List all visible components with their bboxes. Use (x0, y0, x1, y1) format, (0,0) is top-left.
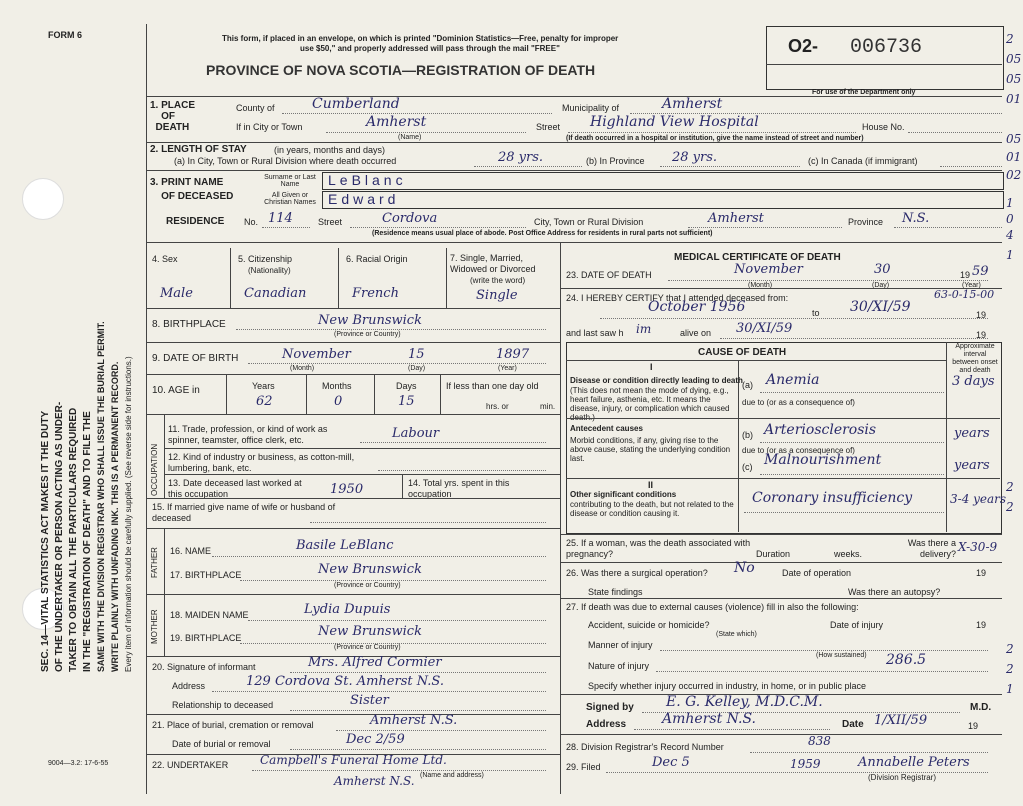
q27-injury-date-yr: 19 (976, 620, 987, 630)
cause-c-interval: years (954, 458, 990, 473)
father-side-label: FATHER (150, 547, 159, 578)
residence-city-value: Amherst (708, 211, 764, 226)
county-label: County of (236, 103, 275, 113)
father-birthplace-sub: (Province or Country) (334, 582, 401, 589)
cause-i-label: I (650, 362, 653, 372)
last-saw-label: and last saw h (566, 328, 624, 338)
cause-c-label: (c) (742, 462, 753, 472)
residence-no-value: 114 (268, 211, 293, 226)
sig-date-label: Date (842, 719, 864, 730)
margin-code-2: 05 (1006, 72, 1022, 86)
cause-b-interval: years (954, 426, 990, 441)
informant-address-label: Address (172, 681, 206, 691)
other-conditions-interval: 3-4 years (950, 492, 1007, 506)
stay-province-label: (b) In Province (586, 156, 645, 166)
dod-day-sub: (Day) (872, 282, 890, 289)
birthplace-sub: (Province or Country) (334, 331, 401, 338)
undertaker-name: Campbell's Funeral Home Ltd. (260, 753, 447, 767)
punch-hole-top (22, 178, 64, 220)
side-instructions-3: TAKER TO OBTAIN ALL THE PARTICULARS REQUIRED (68, 407, 79, 672)
less-than-day-label: If less than one day old (446, 381, 539, 391)
racial-origin-label: 6. Racial Origin (346, 254, 408, 264)
registration-number: 006736 (850, 36, 923, 59)
sig-address-label: Address (586, 719, 627, 730)
margin-code-6: 02 (1006, 168, 1022, 182)
margin-code-15: 1 (1006, 682, 1014, 696)
margin-code-13: 2 (1006, 642, 1014, 656)
q26-date-label: Date of operation (782, 568, 852, 578)
margin-code-8: 0 (1006, 212, 1014, 226)
total-years-label: 14. Total yrs. spent in this occupation (408, 478, 510, 499)
direct-note: (This does not mean the mode of dying, e.g., heart failure, asthenia, etc. It means the disease, injury, or complication which caused death.) (570, 386, 730, 422)
stay-city-label: (a) In City, Town or Rural Division where death occurred (174, 156, 397, 166)
mother-side-label: MOTHER (150, 609, 159, 644)
last-worked-label: 13. Date deceased last worked at this occupation (168, 478, 302, 499)
place-of-death-label: 1. PLACE OF DEATH (150, 100, 196, 133)
sex-label: 4. Sex (152, 254, 178, 264)
mother-maiden-value: Lydia Dupuis (304, 602, 391, 617)
hrs-label: hrs. or (486, 402, 509, 411)
dept-use-note: For use of the Department only (812, 89, 916, 96)
side-instructions-1: SEC. 14—VITAL STATISTICS ACT MAKES IT THE DUTY (40, 410, 51, 672)
registration-prefix: O2- (788, 36, 819, 56)
county-value: Cumberland (312, 96, 400, 112)
antecedent-label: Antecedent causes (570, 424, 643, 433)
attended-to-label: to (812, 308, 820, 318)
q28-label: 28. Division Registrar's Record Number (566, 742, 724, 752)
informant-sig-label: 20. Signature of informant (152, 662, 256, 672)
q25-weeks-label: weeks. (834, 549, 863, 559)
dod-day: 30 (874, 262, 891, 277)
q26-findings-label: State findings (588, 587, 643, 597)
trade-label: 11. Trade, profession, or kind of work as spinner, teamster, office clerk, etc. (168, 424, 328, 445)
length-of-stay-note: (in years, months and days) (274, 145, 386, 155)
informant-relation-value: Sister (350, 693, 389, 708)
other-conditions-note: contributing to the death, but not related to the disease or condition causing it. (570, 500, 734, 518)
dob-day-sub: (Day) (408, 365, 426, 372)
spouse-label: 15. If married give name of wife or husband of deceased (152, 502, 336, 523)
side-instructions-6: WRITE PLAINLY WITH UNFADING INK. THIS IS A PERMANENT RECORD. (110, 361, 120, 672)
margin-code-7: 1 (1006, 196, 1014, 210)
marital-sub: (write the word) (470, 276, 526, 285)
dod-year-sub: (Year) (962, 282, 981, 289)
signed-by-value: E. G. Kelley, M.D.C.M. (666, 694, 823, 710)
institution-note: (If death occurred in a hospital or institution, give the name instead of street and number) (566, 135, 864, 142)
q27-label: 27. If death was due to external causes (violence) fill in also the following: (566, 602, 859, 612)
mother-birthplace-value: New Brunswick (318, 624, 422, 639)
cause-ii-label: II (648, 480, 654, 490)
cause-a-interval: 3 days (952, 374, 995, 389)
citizenship-sub: (Nationality) (248, 266, 291, 275)
residence-label: RESIDENCE (166, 216, 225, 227)
q27-injury-date-label: Date of injury (830, 620, 884, 630)
mother-birthplace-label: 19. BIRTHPLACE (170, 633, 242, 643)
margin-code: 63-0-15-00 (934, 288, 995, 301)
undertaker-sub: (Name and address) (420, 772, 484, 779)
header-note-1: This form, if placed in an envelope, on which is printed "Dominion Statistics—Free, penalty for improper (222, 34, 619, 43)
q25-label: 25. If a woman, was the death associated with pregnancy? (566, 538, 751, 559)
antecedent-note: Morbid conditions, if any, giving rise to the above cause, stating the underlying condition last. (570, 436, 731, 463)
alive-on-value: 30/XI/59 (736, 321, 793, 336)
medical-cert-title: MEDICAL CERTIFICATE OF DEATH (674, 252, 841, 263)
side-instructions-4: IN THE "REGISTRATION OF DEATH" AND TO FILE THE (82, 411, 93, 672)
q26-autopsy-label: Was there an autopsy? (848, 587, 941, 597)
birthplace-label: 8. BIRTHPLACE (152, 319, 226, 330)
dod-month-sub: (Month) (748, 282, 773, 289)
last-worked-value: 1950 (330, 482, 364, 497)
dob-year-sub: (Year) (498, 365, 517, 372)
marital-label: 7. Single, Married, Widowed or Divorced (450, 253, 536, 274)
surname-value: LeBlanc (328, 172, 407, 188)
attended-yr: 19 (976, 310, 987, 320)
street-value: Highland View Hospital (590, 114, 759, 130)
age-months-value: 0 (334, 394, 343, 409)
sig-date-value: 1/XII/59 (874, 713, 928, 728)
residence-street-label: Street (318, 217, 343, 227)
q25-delivery-label: Was there a delivery? (907, 538, 956, 559)
burial-date-label: Date of burial or removal (172, 739, 271, 749)
municipality-value: Amherst (662, 96, 723, 112)
birthplace-value: New Brunswick (318, 313, 422, 328)
q29-date: Dec 5 (652, 755, 690, 770)
stay-city-value: 28 yrs. (498, 150, 544, 165)
q27-accident-label: Accident, suicide or homicide? (588, 620, 710, 630)
undertaker-label: 22. UNDERTAKER (152, 760, 229, 770)
industry-label: 12. Kind of industry or business, as cotton-mill, lumbering, bank, etc. (168, 452, 355, 473)
other-conditions-value: Coronary insufficiency (752, 490, 913, 506)
age-days-value: 15 (398, 394, 415, 409)
residence-province-label: Province (848, 217, 884, 227)
stay-province-value: 28 yrs. (672, 150, 718, 165)
print-code: 9004—3.2: 17-6-55 (48, 760, 109, 767)
residence-province-value: N.S. (902, 211, 930, 226)
alive-on-label: alive on (680, 328, 712, 338)
age-years-label: Years (252, 381, 275, 391)
city-label: If in City or Town (236, 122, 303, 132)
citizenship-value: Canadian (244, 286, 307, 301)
surname-label: Surname or Last Name (264, 174, 316, 188)
cause-b-value: Arteriosclerosis (764, 422, 877, 438)
age-months-label: Months (322, 381, 352, 391)
sig-address-value: Amherst N.S. (662, 711, 756, 727)
racial-origin-value: French (352, 286, 399, 301)
undertaker-address: Amherst N.S. (334, 774, 415, 788)
q29-registrar-sub: (Division Registrar) (868, 773, 937, 782)
side-instructions-2: OF THE UNDERTAKER OR PERSON ACTING AS UNDER- (54, 401, 65, 672)
interval-label: Approximate interval between onset and death (952, 343, 998, 374)
city-value: Amherst (366, 114, 427, 130)
q27-nature-label: Nature of injury (588, 661, 650, 671)
given-name-label: All Given or Christian Names (264, 192, 316, 206)
q27-specify-label: Specify whether injury occurred in industry, in home, or in public place (588, 681, 866, 691)
municipality-label: Municipality of (562, 103, 620, 113)
informant-address-value: 129 Cordova St. Amherst N.S. (246, 674, 444, 689)
margin-code-1: 05 (1006, 52, 1022, 66)
dod-year: 59 (972, 264, 989, 279)
margin-code-11: 2 (1006, 480, 1014, 494)
residence-street-value: Cordova (382, 211, 438, 226)
margin-code-12: 2 (1006, 500, 1014, 514)
header-note-2: use $50," and properly addressed will pass through the mail "FREE" (300, 44, 560, 53)
dob-label: 9. DATE OF BIRTH (152, 353, 239, 364)
father-birthplace-label: 17. BIRTHPLACE (170, 570, 242, 580)
due-to-label-1: due to (or as a consequence of) (742, 398, 855, 407)
certify-label: 24. I HEREBY CERTIFY that I attended deceased from: (566, 293, 789, 303)
q27-how-sub: (How sustained) (816, 652, 867, 659)
father-name-value: Basile LeBlanc (296, 538, 394, 553)
q26-value: No (734, 560, 755, 576)
due-to-label-2: due to (or as a consequence of) (742, 446, 855, 455)
q29-year: 1959 (790, 757, 821, 771)
margin-code-14: 2 (1006, 662, 1014, 676)
attended-to: 30/XI/59 (850, 299, 911, 315)
marital-value: Single (476, 288, 518, 303)
side-instructions-5: SAME WITH THE DIVISION REGISTRAR WHO SHALL ISSUE THE BURIAL PERMIT. (96, 321, 106, 672)
residence-note: (Residence means usual place of abode. Post Office Address for residents in rural parts not sufficient) (372, 230, 713, 237)
dob-month-sub: (Month) (290, 365, 315, 372)
q27-manner-label: Manner of injury (588, 640, 653, 650)
margin-code-0: 2 (1006, 32, 1014, 46)
margin-code-3: 01 (1006, 92, 1022, 106)
sig-date-yr: 19 (968, 721, 979, 731)
dod-year-prefix: 19 (960, 270, 971, 280)
margin-code-5: 01 (1006, 150, 1022, 164)
signed-by-label: Signed by (586, 702, 634, 713)
q27-code: 286.5 (886, 652, 927, 668)
direct-label: Disease or condition directly leading to death (570, 376, 743, 385)
street-label: Street (536, 122, 561, 132)
age-days-label: Days (396, 381, 417, 391)
informant-sig-value: Mrs. Alfred Cormier (308, 655, 442, 670)
sex-value: Male (160, 286, 193, 301)
md-label: M.D. (970, 702, 992, 713)
q26-date-yr: 19 (976, 568, 987, 578)
q28-value: 838 (808, 734, 831, 748)
q25-duration-label: Duration (756, 549, 791, 559)
burial-place-value: Amherst N.S. (370, 713, 458, 728)
margin-code-10: 1 (1006, 248, 1014, 262)
burial-date-value: Dec 2/59 (346, 732, 405, 747)
father-name-label: 16. NAME (170, 546, 212, 556)
last-saw-h: im (636, 322, 652, 336)
margin-code-9: 4 (1006, 228, 1014, 242)
dob-year: 1897 (496, 347, 530, 362)
dod-month: November (734, 262, 803, 277)
cause-b-label: (b) (742, 430, 753, 440)
q25-margin: X-30-9 (958, 540, 998, 554)
name-sub: (Name) (398, 134, 422, 141)
margin-code-4: 05 (1006, 132, 1022, 146)
cause-c-value: Malnourishment (764, 452, 882, 468)
q29-label: 29. Filed (566, 762, 601, 772)
stay-canada-label: (c) In Canada (if immigrant) (808, 156, 918, 166)
residence-city-label: City, Town or Rural Division (534, 217, 644, 227)
date-of-death-label: 23. DATE OF DEATH (566, 270, 652, 280)
cause-title: CAUSE OF DEATH (698, 347, 787, 358)
side-instructions-7: Every item of information should be carefully supplied. (See reverse side for instructions.) (124, 356, 133, 672)
father-birthplace-value: New Brunswick (318, 562, 422, 577)
print-name-label: 3. PRINT NAME OF DECEASED (150, 177, 234, 202)
age-years-value: 62 (256, 394, 273, 409)
other-conditions-label: Other significant conditions (570, 490, 677, 499)
cause-a-label: (a) (742, 380, 753, 390)
form-title: PROVINCE OF NOVA SCOTIA—REGISTRATION OF DEATH (206, 62, 596, 78)
form-label: FORM 6 (48, 30, 83, 40)
q26-label: 26. Was there a surgical operation? (566, 568, 708, 578)
trade-value: Labour (392, 426, 440, 441)
informant-relation-label: Relationship to deceased (172, 700, 274, 710)
residence-no-label: No. (244, 217, 259, 227)
mother-birthplace-sub: (Province or Country) (334, 644, 401, 651)
mother-maiden-label: 18. MAIDEN NAME (170, 610, 249, 620)
house-label: House No. (862, 122, 905, 132)
dob-day: 15 (408, 347, 425, 362)
burial-place-label: 21. Place of burial, cremation or removal (152, 720, 314, 730)
min-label: min. (540, 402, 556, 411)
alive-on-yr: 19 (976, 330, 987, 340)
occupation-side-label: OCCUPATION (150, 443, 159, 496)
given-name-value: Edward (328, 191, 400, 207)
age-label: 10. AGE in (152, 385, 200, 396)
citizenship-label: 5. Citizenship (238, 254, 293, 264)
q29-registrar: Annabelle Peters (858, 755, 970, 770)
cause-a-value: Anemia (766, 372, 820, 388)
q27-state-sub: (State which) (716, 631, 757, 638)
length-of-stay-label: 2. LENGTH OF STAY (150, 144, 247, 155)
attended-from: October 1956 (648, 299, 746, 315)
dob-month: November (282, 347, 351, 362)
